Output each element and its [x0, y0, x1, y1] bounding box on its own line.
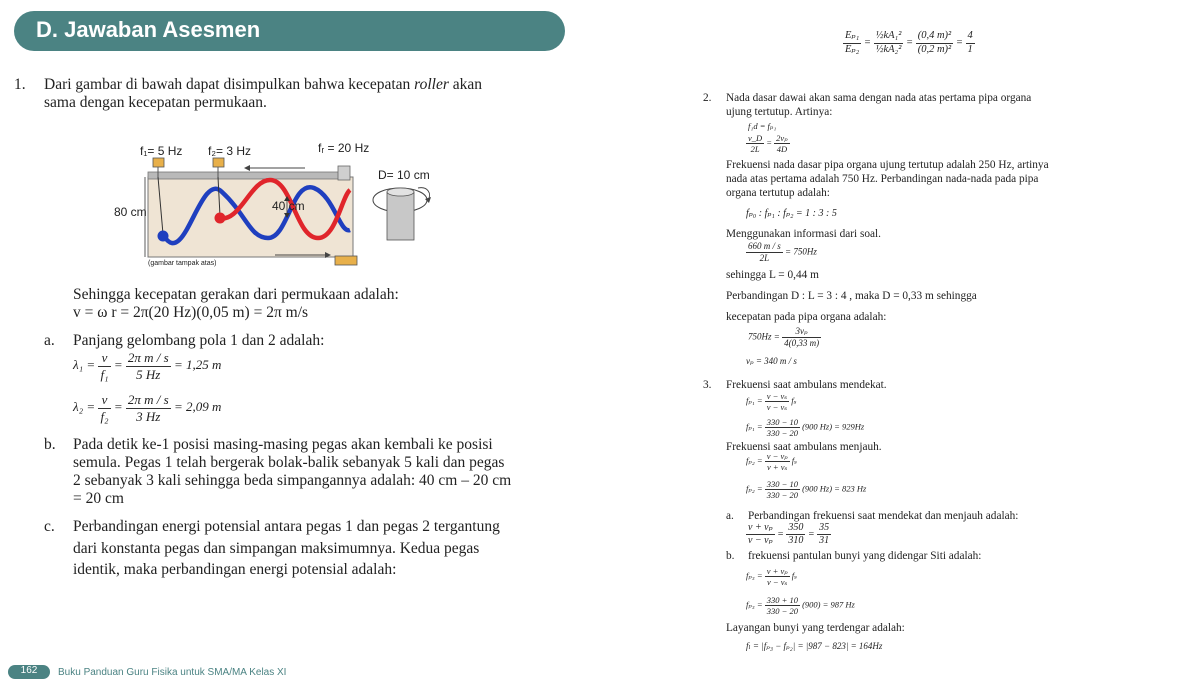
- q2-para2: nada atas pertama adalah 750 Hz. Perbandingan nada-nada pada pipa: [726, 173, 1039, 185]
- surface-plate: [148, 177, 353, 257]
- q2-use-info: Menggunakan informasi dari soal.: [726, 228, 881, 240]
- q2-number: 2.: [703, 92, 712, 104]
- b-line3: 2 sebanyak 3 kali sehingga beda simpangannya adalah: 40 cm – 20 cm: [73, 472, 512, 489]
- top-roller-bar: [148, 172, 348, 179]
- speed-line1: Sehingga kecepatan gerakan dari permukaan adalah:: [73, 286, 399, 303]
- q2-para1: Frekuensi nada dasar pipa organa ujung tertutup adalah 250 Hz, artinya: [726, 159, 1049, 171]
- q3-eq-a: $\frac{\text{v + vₚ}}{\text{v − vₚ}}$ = $\frac{350}{310}$ = $\frac{35}{31}$: [748, 522, 830, 546]
- q3-a-label: a.: [726, 510, 734, 522]
- q1-line2: sama dengan kecepatan permukaan.: [44, 94, 267, 111]
- roller-base: [335, 256, 357, 265]
- label-f1: f₁= 5 Hz: [140, 144, 183, 158]
- page-footer: [0, 662, 1200, 678]
- q3-a-text: Perbandingan frekuensi saat mendekat dan menjauh adalah:: [748, 510, 1019, 522]
- q3-eq-f3b: fₚ₃ = $\frac{330 + 10}{330 - 20}$ (900) = 987 Hz: [746, 595, 855, 617]
- footer-book-title: Buku Panduan Guru Fisika untuk SMA/MA Kelas XI: [58, 667, 287, 678]
- q2-eq-a: f₁d = fₚ₁: [748, 121, 777, 131]
- q3-eq-f2: fₚ₂ = $\frac{\text{v − vₚ}}{\text{v + vₛ}}$ fₛ: [746, 451, 797, 473]
- q3-beat-intro: Layangan bunyi yang terdengar adalah:: [726, 622, 905, 634]
- section-header: [14, 11, 565, 51]
- q2-eq-c: $\frac{660 m / s}{2L}$ = 750Hz: [748, 241, 817, 263]
- q3-number: 3.: [703, 379, 712, 391]
- q2-speed-intro: kecepatan pada pipa organa adalah:: [726, 311, 887, 323]
- q3-eq-f1: fₚ₁ = $\frac{\text{v − vₛ}}{\text{v − vₛ}}$ fₛ: [746, 391, 797, 413]
- section-title: D. Jawaban Asesmen: [36, 17, 261, 42]
- label-amplitude: 40 cm: [272, 199, 305, 213]
- q2-line2: ujung tertutup. Artinya:: [726, 106, 833, 118]
- pen-1-dot: [158, 231, 169, 242]
- c-label: c.: [44, 518, 55, 535]
- a-text: Panjang gelombang pola 1 dan 2 adalah:: [73, 332, 325, 349]
- q2-eq-d: 750Hz = $\frac{\text{3vₚ}}{4(0,33 m)}$: [748, 326, 820, 348]
- label-f2: f₂= 3 Hz: [208, 144, 252, 158]
- q3-eq-f1b: fₚ₁ = $\frac{330 - 10}{330 - 20}$ (900 Hz) = 929Hz: [746, 417, 865, 439]
- q3-recede: Frekuensi saat ambulans menjauh.: [726, 441, 882, 453]
- c-line1: Perbandingan energi potensial antara pegas 1 dan pegas 2 tergantung: [73, 518, 500, 535]
- q3-eq-f3: fₚ₃ = $\frac{\text{v + vₚ}}{\text{v − vₛ}}$ fₛ: [746, 566, 797, 588]
- q2-para3: organa tertutup adalah:: [726, 187, 830, 199]
- lambda1-equation: λ₁ = $\frac{v}{\text{f₁}}$ = $\frac{\text{2π m / s}}{5 Hz}$ = 1,25 m: [73, 350, 222, 382]
- q3-beat-equation: fₗ = |fₚ₃ − fₚ₂| = |987 − 823| = 164Hz: [746, 641, 883, 651]
- b-line2: semula. Pegas 1 telah bergerak bolak-balik sebanyak 5 kali dan pegas: [73, 454, 505, 471]
- cylinder-body: [387, 192, 414, 240]
- label-diameter: D= 10 cm: [378, 168, 430, 182]
- q2-hence-l: sehingga L = 0,44 m: [726, 269, 819, 281]
- b-label: b.: [44, 436, 56, 453]
- q1-line1: Dari gambar di bawah dapat disimpulkan bahwa kecepatan roller akan: [44, 76, 483, 93]
- rotation-arrow-head: [425, 197, 431, 203]
- arrow-head-top: [244, 165, 250, 171]
- q2-line1: Nada dasar dawai akan sama dengan nada atas pertama pipa organa: [726, 92, 1032, 104]
- q3-b-text: frekuensi pantulan bunyi yang didengar Siti adalah:: [748, 550, 982, 562]
- cylinder-top: [387, 188, 414, 196]
- label-caption: (gambar tampak atas): [148, 260, 217, 267]
- wave-diagram: [100, 130, 455, 270]
- q3-b-label: b.: [726, 550, 735, 562]
- q2-eq-e: vₚ = 340 m / s: [746, 356, 797, 366]
- pen-2-dot: [215, 213, 226, 224]
- spring-block-1: [153, 158, 164, 167]
- speed-line2: v = ω r = 2π(20 Hz)(0,05 m) = 2π m/s: [73, 304, 309, 321]
- label-height: 80 cm: [114, 205, 147, 219]
- roller-top: [338, 166, 350, 180]
- lambda2-equation: λ₂ = $\frac{v}{\text{f₂}}$ = $\frac{\text{2π m / s}}{3 Hz}$ = 2,09 m: [73, 392, 222, 424]
- c-line3: identik, maka perbandingan energi potensial adalah:: [73, 561, 397, 578]
- c-line2: dari konstanta pegas dan simpangan maksimumnya. Kedua pegas: [73, 540, 480, 557]
- q3-approach: Frekuensi saat ambulans mendekat.: [726, 379, 887, 391]
- label-fr: fᵣ = 20 Hz: [318, 141, 370, 155]
- energy-ratio-equation: $\frac{\text{Eₚ₁}}{\text{Eₚ₂}}$ = $\frac{\text{½kA₁²}}{\text{½kA₂²}}$ = $\frac{\text{(0,4 m)²}}{\text{(0,2 m)²}}$ = $\frac{4}{1}$: [845, 30, 973, 55]
- page-number-badge: 162: [8, 665, 50, 679]
- b-line1: Pada detik ke-1 posisi masing-masing pegas akan kembali ke posisi: [73, 436, 493, 453]
- q2-ratio: fₚ₀ : fₚ₁ : fₚ₂ = 1 : 3 : 5: [746, 208, 837, 219]
- b-line4: = 20 cm: [73, 490, 124, 507]
- q1-number: 1.: [14, 76, 26, 93]
- q3-eq-f2b: fₚ₂ = $\frac{330 - 10}{330 - 20}$ (900 Hz) = 823 Hz: [746, 479, 867, 501]
- spring-block-2: [213, 158, 224, 167]
- a-label: a.: [44, 332, 55, 349]
- q2-eq-b: $\frac{v\_D}{2L}$ = $\frac{\text{2vₚ}}{4D}$: [748, 133, 788, 155]
- q2-compare: Perbandingan D : L = 3 : 4 , maka D = 0,33 m sehingga: [726, 290, 977, 302]
